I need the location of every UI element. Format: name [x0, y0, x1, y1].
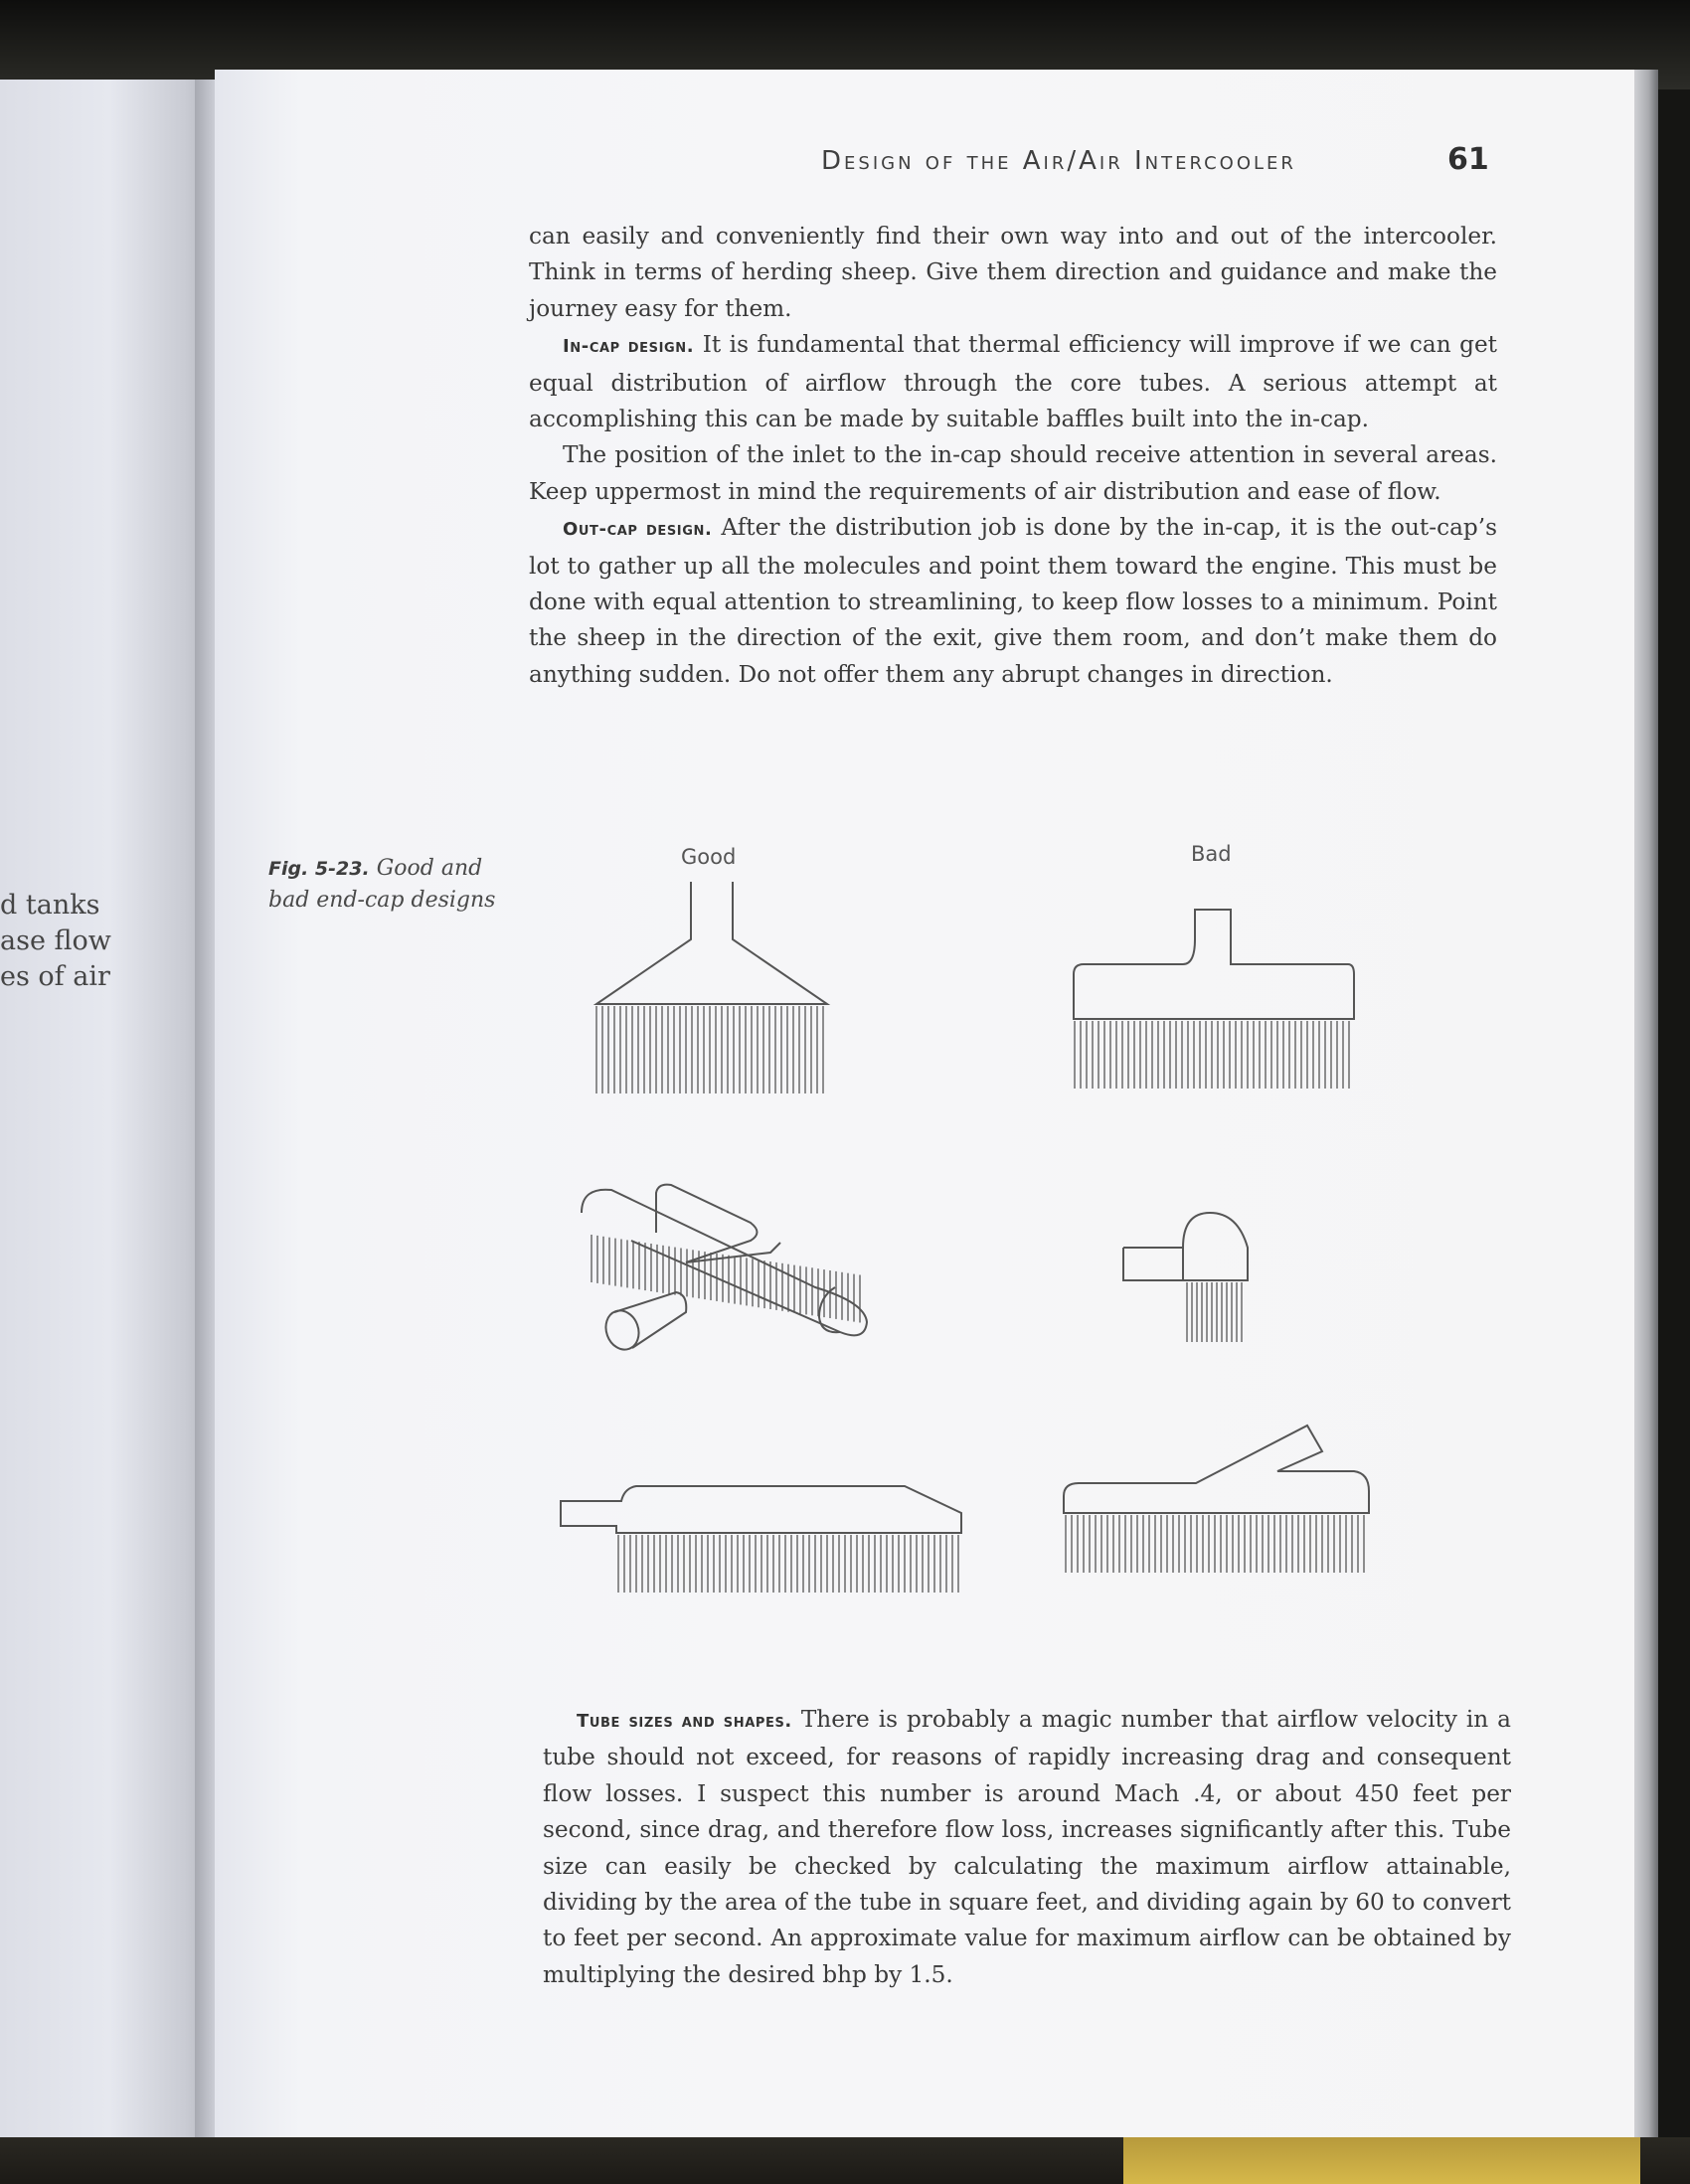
bad-design-flat-cap — [1074, 910, 1354, 1089]
bad-design-angled-inlet — [1064, 1426, 1369, 1573]
text-block-top — [529, 219, 1497, 693]
figure-label: Fig. 5-23. — [268, 858, 370, 880]
left-page-text-line: es of air — [0, 961, 110, 992]
page-number: 61 — [1447, 142, 1489, 177]
figure-caption-text: Good and bad end-cap designs — [268, 856, 496, 913]
paragraph-out-cap — [529, 510, 1497, 693]
paragraph-in-cap-text: It is fundamental that thermal efficiency will improve if we can get equal distribution of airflow through the core tubes. A serious attempt at accomplishing this can be made by suitable baffles built into the in-cap. — [529, 331, 1498, 433]
run-in-heading-out-cap: Out-cap design. — [563, 519, 713, 541]
paragraph-in-cap — [529, 327, 1497, 437]
paragraph-inlet-position: The position of the inlet to the in-cap should receive attention in several areas. Keep uppermost in mind the requirements of air distribution and ease of flow. — [529, 441, 1497, 505]
good-design-angled-cap — [582, 1185, 867, 1355]
left-page-text-line: d tanks — [0, 890, 100, 921]
paragraph-intro: can easily and conveniently find their own way into and out of the intercooler. Think in terms of herding sheep. Give them direction and guidance and make the journey easy for them. — [529, 223, 1497, 322]
page-edge — [1634, 70, 1658, 2137]
run-in-heading-in-cap: In-cap design. — [563, 336, 695, 358]
running-head: Design of the Air/Air Intercooler — [821, 146, 1296, 176]
run-in-heading-tube-sizes: Tube sizes and shapes. — [577, 1711, 792, 1732]
paragraph-tube-sizes-text: There is probably a magic number that airflow velocity in a tube should not exceed, for reasons of rapidly increasing drag and consequent flow losses. I suspect this number is around Mach .4, or about 450 feet per second, since drag, and therefore flow loss, increases significantly after this. Tube size can easily be checked by calculating the maximum airflow attainable, dividing by the area of the tube in square feet, and dividing again by 60 to convert to feet per second. An approximate value for maximum airflow can be obtained by multiplying the desired bhp by 1.5. — [543, 1706, 1512, 1988]
good-design-funnel — [596, 882, 827, 1093]
paragraph-tube-sizes — [543, 1702, 1511, 1993]
paragraph-out-cap-text: After the distribution job is done by the in-cap, it is the out-cap’s lot to gather up all the molecules and point them toward the engine. This must be done with equal attention to streamlining, to keep flow losses to a minimum. Point the sheep in the direction of the exit, give them room, and don’t make them do anything sudden. Do not offer them any abrupt changes in direction. — [529, 514, 1498, 688]
good-design-tapered-cap — [561, 1486, 961, 1593]
bad-design-dome-cap — [1123, 1213, 1248, 1342]
yellow-tab — [1123, 2137, 1640, 2184]
column-title-bad: Bad — [1191, 842, 1232, 866]
left-page — [0, 80, 219, 2142]
left-page-text-line: ase flow — [0, 925, 111, 956]
end-cap-figure — [537, 815, 1392, 1620]
figure-caption — [268, 853, 497, 916]
text-block-bottom — [543, 1702, 1511, 1993]
column-title-good: Good — [681, 845, 737, 869]
